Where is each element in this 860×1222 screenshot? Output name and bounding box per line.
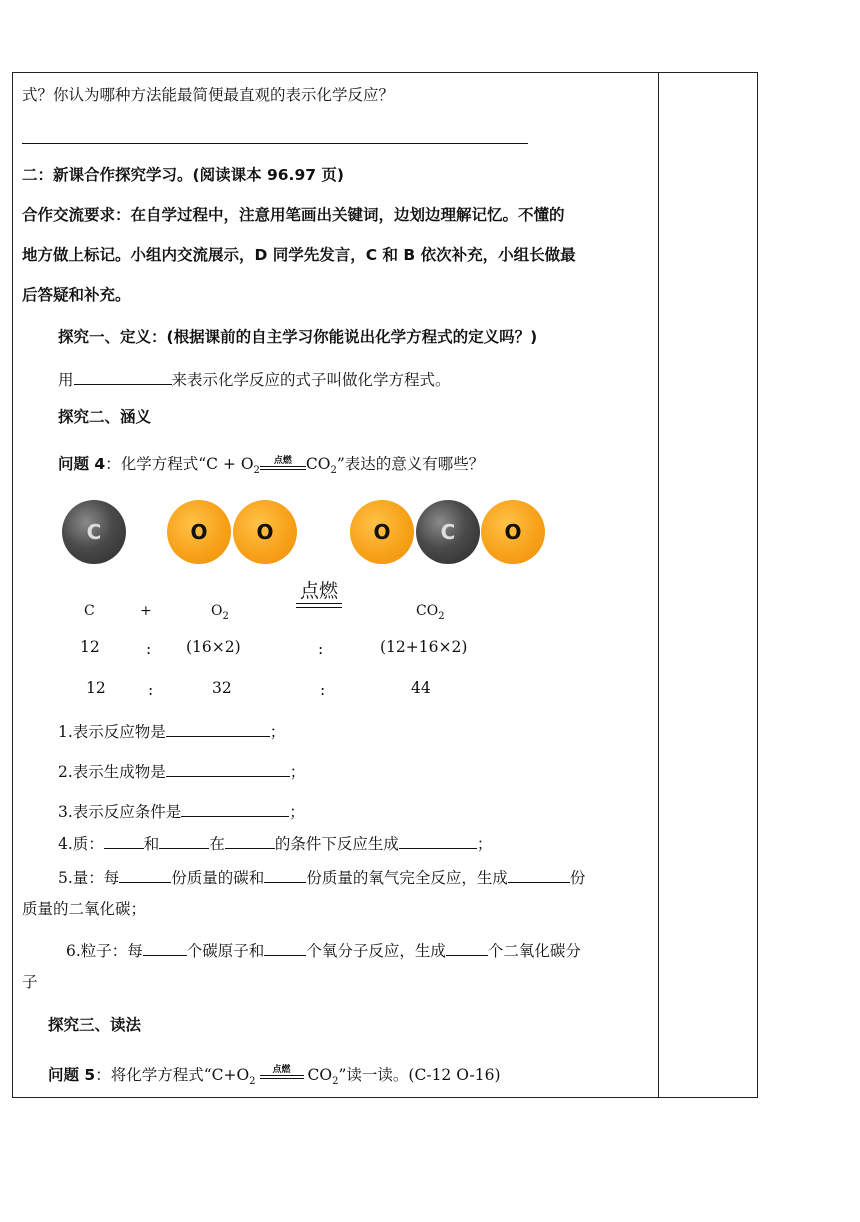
quantity-blank-2[interactable] <box>264 868 306 883</box>
product-blank[interactable] <box>166 762 290 777</box>
meaning-item-5: 5.量：每 份质量的碳和 份质量的氧气完全反应，生成 份 <box>58 869 586 887</box>
reaction-condition: 点燃 <box>260 457 306 470</box>
quality-blank-4[interactable] <box>399 834 477 849</box>
eq-co2: $CO_2$ <box>416 603 445 622</box>
mass-row-1-sep2: : <box>318 640 324 658</box>
explore-3-title: 探究三、读法 <box>48 1016 142 1034</box>
quantity-blank-3[interactable] <box>508 868 570 883</box>
mass-row-2-sep2: : <box>320 681 326 699</box>
table-column-divider <box>658 72 659 1098</box>
mass-row-1-o2: (16×2) <box>186 638 241 656</box>
reaction-condition: 点燃 <box>260 1066 304 1079</box>
condition-blank[interactable] <box>181 802 289 817</box>
requirement-line-3: 后答疑和补充。 <box>22 286 131 304</box>
mass-row-2-sep1: : <box>148 681 154 699</box>
question-4: 问题 4：化学方程式“$C + O_2$ 点燃 $CO_2$”表达的意义有哪些？ <box>58 455 485 477</box>
particle-blank-3[interactable] <box>446 941 488 956</box>
eq-oxygen: $O_2$ <box>211 603 229 622</box>
definition-post: 来表示化学反应的式子叫做化学方程式。 <box>171 371 451 389</box>
mass-row-2-co2: 44 <box>411 679 431 697</box>
requirement-line-1: 合作交流要求：在自学过程中，注意用笔画出关键词，边划边理解记忆。不懂的 <box>22 206 565 224</box>
explore-2-title: 探究二、涵义 <box>58 408 152 426</box>
question-4-label: 问题 4 <box>58 455 106 473</box>
carbon-atom: C <box>62 500 126 564</box>
meaning-item-6-line-2: 子 <box>22 973 38 991</box>
question-5: 问题 5：将化学方程式“$C+O_2$ 点燃 $CO_2$”读一读。(C-12 O-16) <box>48 1065 501 1088</box>
mass-row-1-sep1: : <box>146 640 152 658</box>
eq-plus: + <box>140 603 152 619</box>
oxygen-atom: O <box>481 500 545 564</box>
mass-row-1-c: 12 <box>80 638 100 656</box>
eq-condition: 点燃 <box>296 580 342 608</box>
meaning-item-4: 4.质： 和 在 的条件下反应生成 ； <box>58 835 493 853</box>
explore-1-title: 探究一、定义：(根据课前的自主学习你能说出化学方程式的定义吗？) <box>58 328 538 346</box>
section-2-title: 二：新课合作探究学习。(阅读课本 96.97 页) <box>22 166 344 184</box>
mass-row-2-c: 12 <box>86 679 106 697</box>
reactant-blank[interactable] <box>166 722 270 737</box>
meaning-item-2: 2.表示生成物是 ； <box>58 763 306 781</box>
answer-line <box>22 143 528 144</box>
quantity-blank-1[interactable] <box>119 868 171 883</box>
quality-blank-2[interactable] <box>159 834 209 849</box>
intro-question-tail: 式？你认为哪种方法能最简便最直观的表示化学反应？ <box>22 86 395 104</box>
quality-blank-1[interactable] <box>104 834 144 849</box>
meaning-item-5-line-2: 质量的二氧化碳； <box>22 900 147 918</box>
definition-sentence <box>58 370 451 389</box>
meaning-item-3: 3.表示反应条件是 ； <box>58 803 305 821</box>
quality-blank-3[interactable] <box>225 834 275 849</box>
oxygen-atom: O <box>350 500 414 564</box>
question-5-label: 问题 5 <box>48 1066 96 1084</box>
mass-row-1-co2: (12+16×2) <box>380 638 468 656</box>
oxygen-atom: O <box>167 500 231 564</box>
particle-blank-2[interactable] <box>264 941 306 956</box>
requirement-line-2: 地方做上标记。小组内交流展示，D 同学先发言，C 和 B 依次补充，小组长做最 <box>22 246 576 264</box>
mass-row-2-o2: 32 <box>212 679 232 697</box>
definition-pre: 用 <box>58 371 74 389</box>
definition-blank[interactable] <box>74 370 172 385</box>
meaning-item-6: 6.粒子：每 个碳原子和 个氧分子反应，生成 个二氧化碳分 <box>66 942 581 960</box>
eq-carbon: C <box>84 603 95 619</box>
oxygen-atom: O <box>233 500 297 564</box>
carbon-atom: C <box>416 500 480 564</box>
particle-blank-1[interactable] <box>143 941 187 956</box>
meaning-item-1: 1.表示反应物是 ； <box>58 723 286 741</box>
